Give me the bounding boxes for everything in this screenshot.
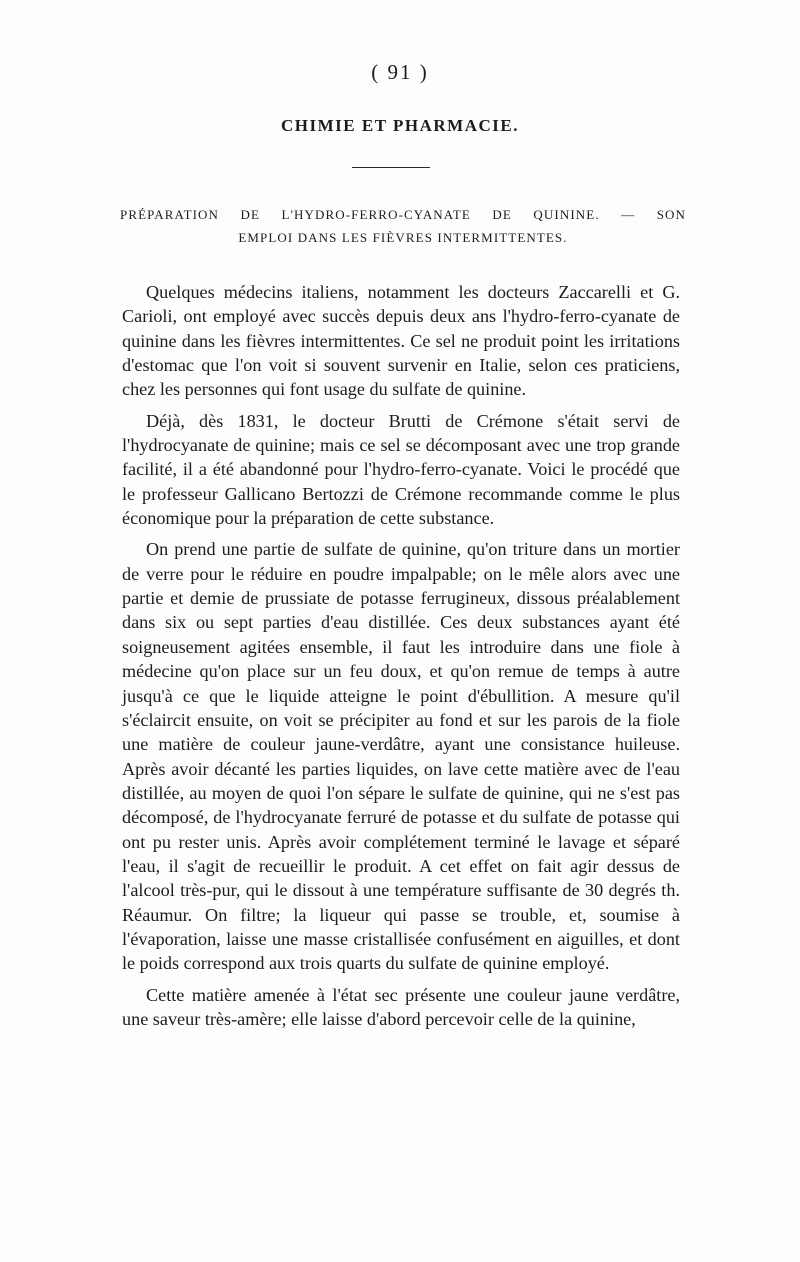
article-body (122, 280, 680, 1038)
page-number: ( 91 ) (371, 60, 429, 84)
article-title-line-2: EMPLOI DANS LES FIÈVRES INTERMITTENTES. (238, 230, 568, 245)
article-title (120, 203, 686, 249)
paragraph-3: On prend une partie de sulfate de quinine, qu'on triture dans un mortier de verre pour le réduire en poudre impalpable; on le mêle alors avec une partie et demie de prussiate de potasse ferrugineux, dissous préalablement dans six ou sept parties d'eau distillée. Ces deux substances ayant été soigneusement agitées ensemble, il faut les introduire dans une fiole à médecine qu'on place sur un feu doux, et qu'on remue de temps à autre jusqu'à ce que le liquide atteigne le point d'ébullition. A mesure qu'il s'éclaircit ensuite, on voit se précipiter au fond et sur les parois de la fiole une matière de couleur jaune-verdâtre, ayant une consistance huileuse. Après avoir décanté les parties liquides, on lave cette matière avec de l'eau distillée, au moyen de quoi l'on sépare le sulfate de quinine, qui ne s'est pas décomposé, de l'hydrocyanate ferruré de potasse et du sulfate de potasse qui ont pu rester unis. Après avoir complétement terminé le lavage et séparé l'eau, il s'agit de recueillir le produit. A cet effet on fait agir dessus de l'alcool très-pur, qui le dissout à une température suffisante de 30 degrés th. Réaumur. On filtre; la liqueur qui passe se trouble, et, soumise à l'évaporation, laisse une masse cristallisée confusément en aiguilles, et dont le poids correspond aux trois quarts du sulfate de quinine employé. (122, 539, 680, 974)
section-title: CHIMIE ET PHARMACIE. (281, 116, 519, 135)
paragraph-1: Quelques médecins italiens, notamment les docteurs Zaccarelli et G. Carioli, ont employé avec succès depuis deux ans l'hydro-ferro-cyanate de quinine dans les fièvres intermittentes. Ce sel ne produit point les irritations d'estomac que l'on voit si souvent survenir en Italie, selon ces praticiens, chez les personnes qui font usage du sulfate de quinine. (122, 282, 680, 400)
article-title-line-1: PRÉPARATION DE L'HYDRO-FERRO-CYANATE DE QUININE. — SON (120, 207, 686, 222)
title-divider (352, 167, 430, 168)
paragraph-2: Déjà, dès 1831, le docteur Brutti de Crémone s'était servi de l'hydrocyanate de quinine; mais ce sel se décomposant avec une trop grande facilité, il a été abandonné pour l'hydro-ferro-cyanate. Voici le procédé que le professeur Gallicano Bertozzi de Crémone recommande comme le plus économique pour la préparation de cette substance. (122, 410, 680, 529)
paragraph-4: Cette matière amenée à l'état sec présente une couleur jaune verdâtre, une saveur très-amère; elle laisse d'abord percevoir celle de la quinine, (122, 984, 680, 1029)
